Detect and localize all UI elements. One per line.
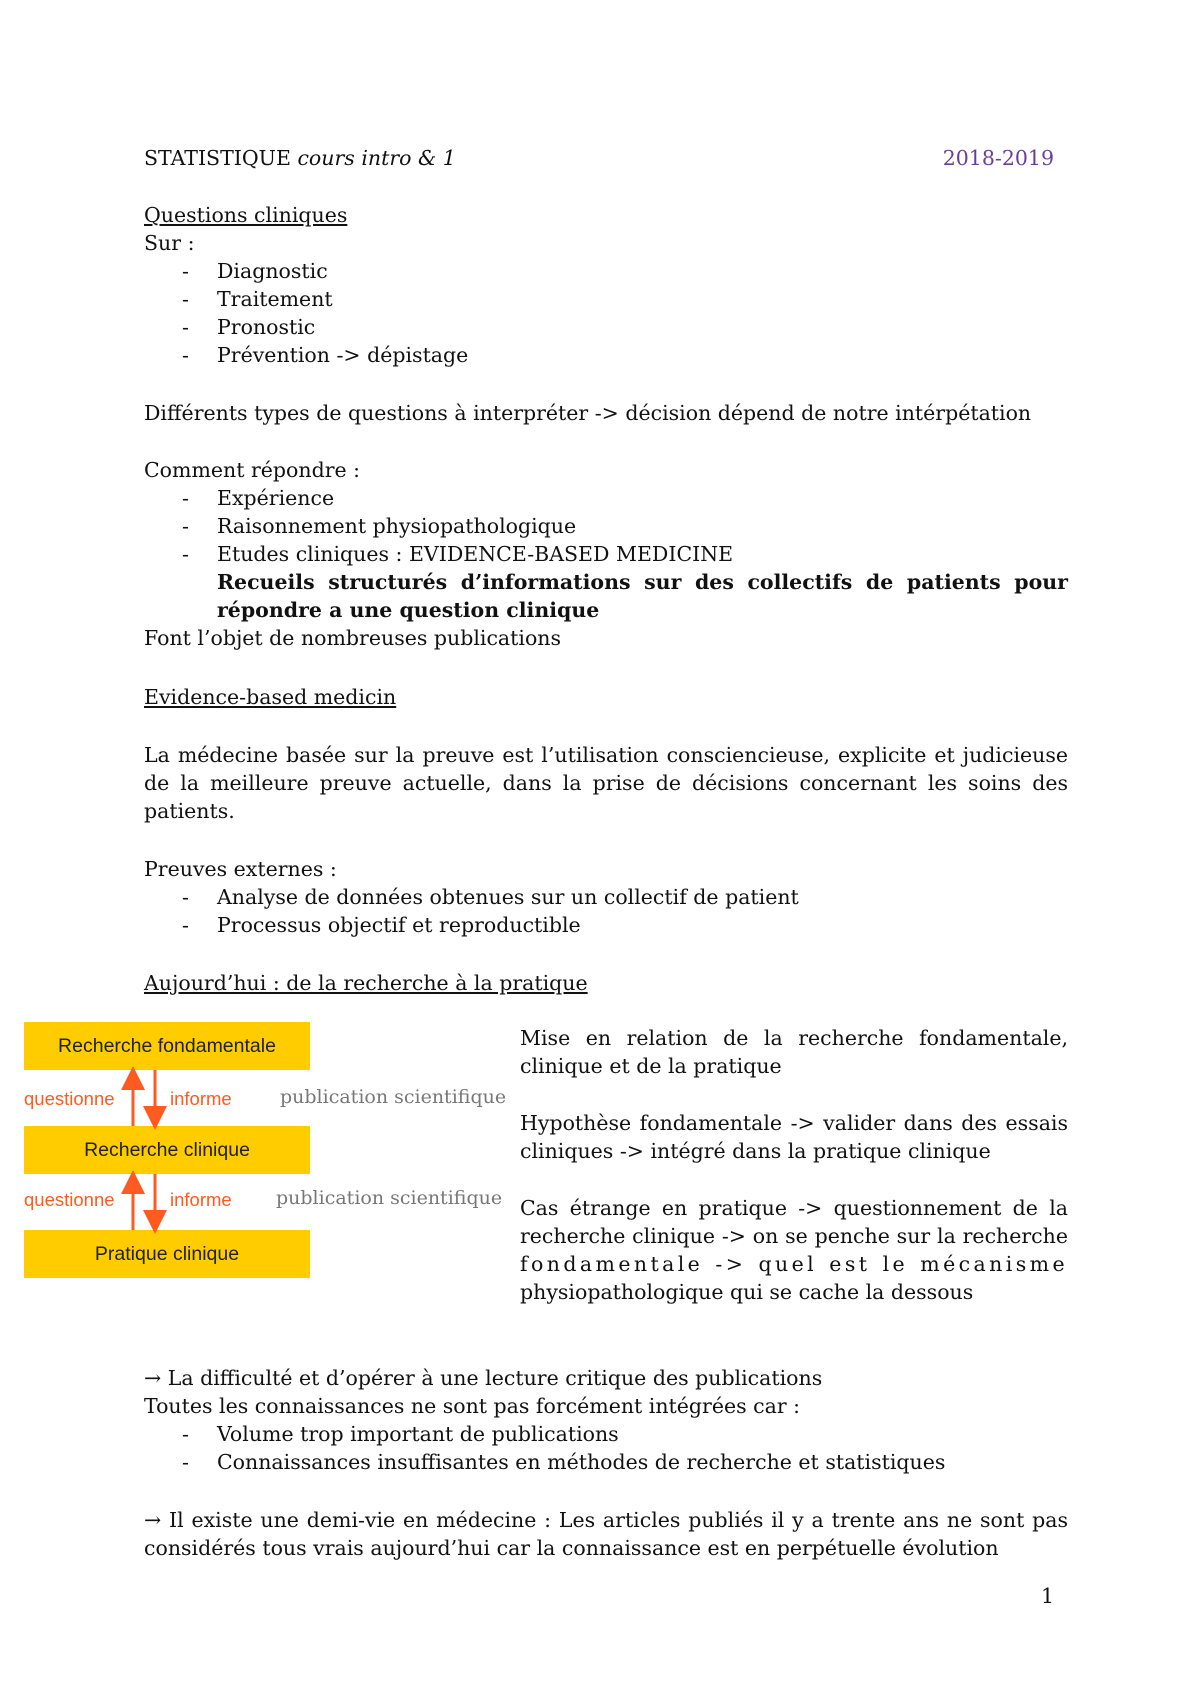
arrow-right-icon: →	[144, 1366, 162, 1390]
label-questionne-top: questionne	[24, 1088, 115, 1109]
bullet-dash: -	[182, 542, 189, 566]
bullet-dash: -	[182, 913, 189, 937]
right-p2-line1: Hypothèse fondamentale -> valider dans des essais	[520, 1111, 1068, 1135]
heading-evidence-based: Evidence-based medicin	[144, 685, 397, 709]
ebm-definition-line1: La médecine basée sur la preuve est l’utilisation consciencieuse, explicite et judicieuse	[144, 743, 1068, 767]
label-publication-top: publication scientifique	[280, 1086, 507, 1108]
right-p3-line4: physiopathologique qui se cache la dessous	[520, 1280, 974, 1304]
arrow-right-icon: →	[144, 1508, 162, 1532]
heading-recherche-pratique: Aujourd’hui : de la recherche à la pratique	[144, 971, 588, 995]
list-item: Traitement	[217, 287, 333, 311]
page-number: 1	[1040, 1584, 1054, 1608]
sur-intro: Sur :	[144, 231, 195, 255]
demi-vie-text: Il existe une demi-vie en médecine : Les articles publiés il y a trente ans ne sont pas	[169, 1508, 1068, 1532]
bullet-dash: -	[182, 486, 189, 510]
list-item: Pronostic	[217, 315, 316, 339]
label-questionne-bottom: questionne	[24, 1189, 115, 1210]
bullet-dash: -	[182, 287, 189, 311]
list-item: Raisonnement physiopathologique	[217, 514, 577, 538]
comment-repondre: Comment répondre :	[144, 458, 361, 482]
bullet-dash: -	[182, 514, 189, 538]
list-item: Expérience	[217, 486, 335, 510]
bullet-dash: -	[182, 315, 189, 339]
ebm-definition-line2: de la meilleure preuve actuelle, dans la prise de décisions concernant les soins des	[144, 771, 1068, 795]
preuves-externes: Preuves externes :	[144, 857, 337, 881]
label-publication-bottom: publication scientifique	[276, 1187, 503, 1209]
box-pratique-clinique: Pratique clinique	[24, 1230, 310, 1278]
list-item: Prévention -> dépistage	[217, 343, 469, 367]
right-p1-line2: clinique et de la pratique	[520, 1054, 782, 1078]
bullet-dash: -	[182, 885, 189, 909]
critical-reading-line	[144, 1366, 822, 1390]
list-item: Connaissances insuffisantes en méthodes de recherche et statistiques	[217, 1450, 946, 1474]
box-recherche-fondamentale: Recherche fondamentale	[24, 1022, 310, 1070]
list-item: Volume trop important de publications	[217, 1422, 619, 1446]
label-informe-bottom: informe	[170, 1189, 232, 1210]
bold-definition-line2: répondre a une question clinique	[217, 598, 600, 622]
heading-questions-cliniques: Questions cliniques	[144, 203, 348, 227]
ebm-definition-line3: patients.	[144, 799, 235, 823]
course-subtitle: cours intro & 1	[297, 146, 456, 170]
box-recherche-clinique: Recherche clinique	[24, 1126, 310, 1174]
paragraph-types: Différents types de questions à interpréter -> décision dépend de notre intérpétation	[144, 401, 1032, 425]
label-informe-top: informe	[170, 1088, 232, 1109]
publications-note: Font l’objet de nombreuses publications	[144, 626, 562, 650]
academic-year: 2018-2019	[942, 146, 1054, 170]
bullet-dash: -	[182, 259, 189, 283]
bullet-dash: -	[182, 1450, 189, 1474]
list-item: Diagnostic	[217, 259, 328, 283]
bold-definition-line1: Recueils structurés d’informations sur des collectifs de patients pour	[217, 570, 1068, 594]
list-item: Analyse de données obtenues sur un collectif de patient	[217, 885, 799, 909]
list-item: Processus objectif et reproductible	[217, 913, 581, 937]
right-p2-line2: cliniques -> intégré dans la pratique clinique	[520, 1139, 991, 1163]
right-p3-line2: recherche clinique -> on se penche sur la recherche	[520, 1224, 1068, 1248]
right-p1-line1: Mise en relation de la recherche fondamentale,	[520, 1026, 1068, 1050]
course-title: STATISTIQUE	[144, 146, 291, 170]
bullet-dash: -	[182, 343, 189, 367]
demi-vie-line1	[144, 1508, 1068, 1532]
right-p3-line1: Cas étrange en pratique -> questionnement de la	[520, 1196, 1068, 1220]
demi-vie-line2: considérés tous vrais aujourd’hui car la connaissance est en perpétuelle évolution	[144, 1536, 999, 1560]
list-item: Etudes cliniques : EVIDENCE-BASED MEDICINE	[217, 542, 734, 566]
critical-reading-text: La difficulté et d’opérer à une lecture critique des publications	[167, 1366, 823, 1390]
right-p3-line3: fondamentale -> quel est le mécanisme	[520, 1252, 1068, 1276]
connaissances-intro: Toutes les connaissances ne sont pas forcément intégrées car :	[144, 1394, 801, 1418]
bullet-dash: -	[182, 1422, 189, 1446]
